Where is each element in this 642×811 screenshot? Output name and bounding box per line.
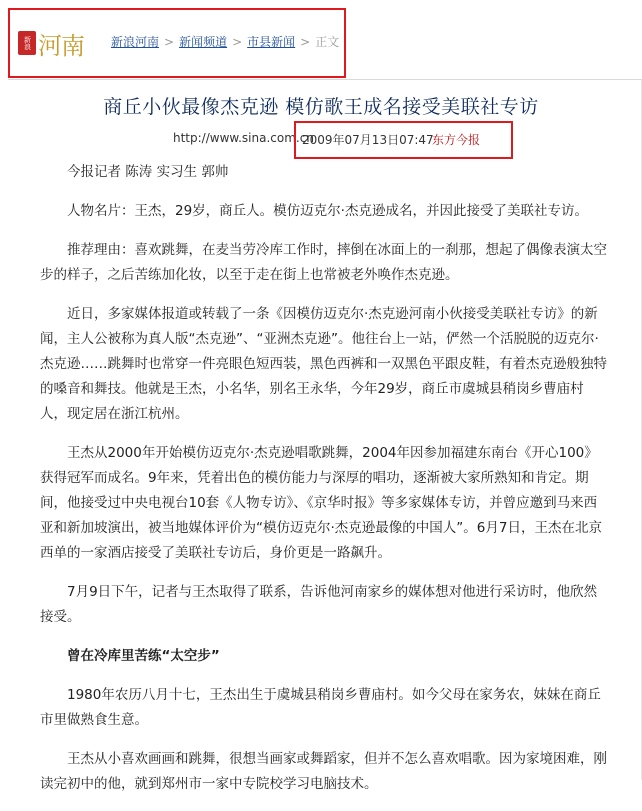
header-divider (8, 79, 642, 80)
logo-text: 河南 (38, 31, 84, 60)
breadcrumb-link-news-channel[interactable]: 新闻频道 (179, 35, 228, 49)
breadcrumb-link-city-news[interactable]: 市县新闻 (247, 35, 296, 49)
article-body (40, 160, 608, 811)
paragraph: 王杰从2000年开始模仿迈克尔·杰克逊唱歌跳舞，2004年因参加福建东南台《开心100》获得冠军而成名。9年来，凭着出色的模仿能力与深厚的唱功，逐渐被大家所熟知和肯定。期间，他接受过中央电视台10套《人物专访》、《京华时报》等多家媒体专访，并曾应邀到马来西亚和新加坡演出，被当地媒体评价为“模仿迈克尔·杰克逊最像的中国人”。6月7日，王杰在北京西单的一家酒店接受了美联社专访后，身价更是一路飙升。 (40, 445, 602, 561)
breadcrumb-separator: > (164, 35, 175, 49)
article-title: 商丘小伙最像杰克逊 模仿歌王成名接受美联社专访 (103, 96, 539, 118)
source-url[interactable]: http://www.sina.com.cn (173, 131, 314, 145)
byline: 今报记者 陈涛 实习生 郭帅 (67, 164, 229, 180)
date-highlight-box (294, 121, 513, 159)
paragraph: 王杰从小喜欢画画和跳舞，很想当画家或舞蹈家，但并不怎么喜欢唱歌。因为家境困难，刚读完初中的他，就到郑州市一家中专院校学习电脑技术。 (40, 751, 607, 792)
paragraph: 推荐理由：喜欢跳舞，在麦当劳冷库工作时，摔倒在冰面上的一刹那，想起了偶像表演太空步的样子，之后苦练加化妆，以至于走在街上也常被老外唤作杰克逊。 (40, 242, 607, 283)
paragraph: 人物名片：王杰，29岁，商丘人。模仿迈克尔·杰克逊成名，并因此接受了美联社专访。 (67, 203, 588, 219)
breadcrumb-current: 正文 (315, 35, 340, 49)
paragraph: 近日，多家媒体报道或转载了一条《因模仿迈克尔·杰克逊河南小伙接受美联社专访》的新闻，主人公被称为真人版“杰克逊”、“亚洲杰克逊”。他往台上一站，俨然一个活脱脱的迈克尔·杰克逊……跳舞时也常穿一件亮眼色短西装，黑色西裤和一双黑色平跟皮鞋，有着杰克逊般独特的嗓音和舞技。他就是王杰，小名华，别名王永华，今年29岁，商丘市虞城县稍岗乡曹庙村人，现定居在浙江杭州。 (40, 306, 607, 422)
sina-seal-icon: 新浪 (18, 31, 36, 55)
section-subheading: 曾在冷库里苦练“太空步” (67, 648, 220, 664)
header-highlight-box (8, 8, 346, 78)
publish-date: 2009年07月13日07:47 (302, 133, 434, 147)
breadcrumb-separator: > (300, 35, 311, 49)
source-name[interactable]: 东方今报 (432, 133, 481, 147)
breadcrumb-link-sina-henan[interactable]: 新浪河南 (111, 35, 160, 49)
paragraph: 1980年农历八月十七，王杰出生于虞城县稍岗乡曹庙村。如今父母在家务农，妹妹在商丘市里做熟食生意。 (40, 687, 601, 728)
breadcrumb-separator: > (232, 35, 243, 49)
paragraph: 7月9日下午，记者与王杰取得了联系，告诉他河南家乡的媒体想对他进行采访时，他欣然接受。 (40, 584, 598, 625)
